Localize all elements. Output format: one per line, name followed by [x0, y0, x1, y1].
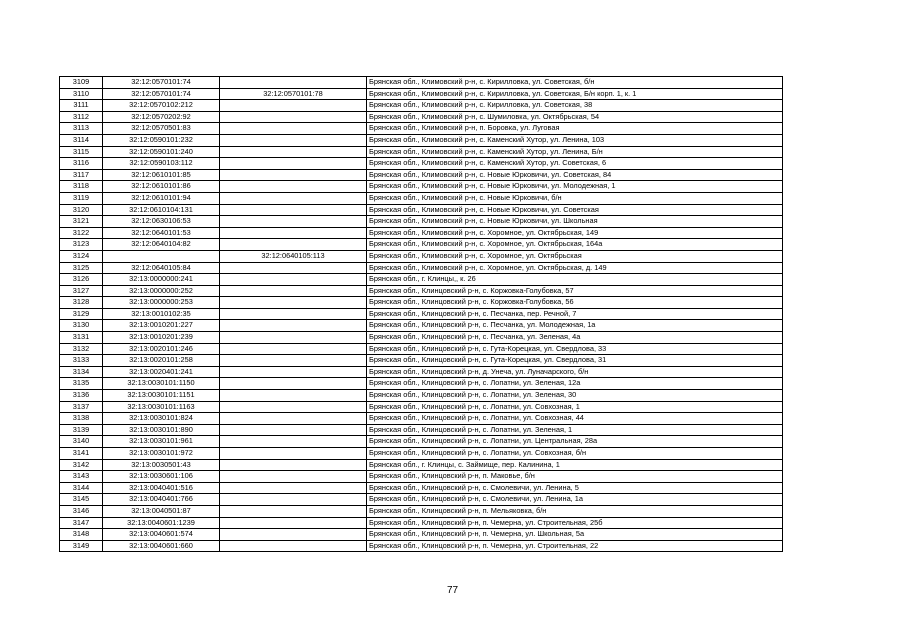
cadastral-number-cell: 32:12:0570501:83 — [103, 123, 220, 135]
register-table — [59, 76, 783, 552]
cadastral-number-cell: 32:12:0610101:85 — [103, 169, 220, 181]
previous-number-cell — [220, 308, 367, 320]
previous-number-cell — [220, 517, 367, 529]
address-cell: Брянская обл., Клинцовский р-н, с. Лопатни, ул. Зеленая, 30 — [367, 390, 783, 402]
cadastral-number-cell: 32:13:0030101:1150 — [103, 378, 220, 390]
cadastral-number-cell: 32:13:0010201:239 — [103, 332, 220, 344]
cadastral-number-cell: 32:13:0030101:824 — [103, 413, 220, 425]
previous-number-cell — [220, 158, 367, 170]
address-cell: Брянская обл., Клинцовский р-н, с. Лопатни, ул. Зеленая, 1 — [367, 424, 783, 436]
address-cell: Брянская обл., Климовский р-н, п. Боровка, ул. Луговая — [367, 123, 783, 135]
previous-number-cell — [220, 436, 367, 448]
address-cell: Брянская обл., Клинцовский р-н, с. Лопатни, ул. Зеленая, 12а — [367, 378, 783, 390]
previous-number-cell — [220, 343, 367, 355]
table-row — [60, 88, 783, 100]
row-number-cell: 3129 — [60, 308, 103, 320]
table-row — [60, 413, 783, 425]
row-number-cell: 3132 — [60, 343, 103, 355]
table-row — [60, 355, 783, 367]
previous-number-cell — [220, 355, 367, 367]
address-cell: Брянская обл., Климовский р-н, с. Хоромное, ул. Октябрьская, д. 149 — [367, 262, 783, 274]
address-cell: Брянская обл., Клинцовский р-н, п. Чемерна, ул. Строительная, 22 — [367, 540, 783, 552]
table-row — [60, 320, 783, 332]
row-number-cell: 3146 — [60, 505, 103, 517]
address-cell: Брянская обл., Клинцовский р-н, д. Унеча, ул. Луначарского, б/н — [367, 366, 783, 378]
address-cell: Брянская обл., Климовский р-н, с. Новые Юрковичи, ул. Молодежная, 1 — [367, 181, 783, 193]
page-number: 77 — [446, 585, 459, 596]
address-cell: Брянская обл., Клинцовский р-н, с. Коржовка-Голубовка, 56 — [367, 297, 783, 309]
cadastral-number-cell: 32:12:0640105:84 — [103, 262, 220, 274]
row-number-cell: 3128 — [60, 297, 103, 309]
row-number-cell: 3138 — [60, 413, 103, 425]
cadastral-number-cell: 32:13:0040601:574 — [103, 529, 220, 541]
address-cell: Брянская обл., Климовский р-н, с. Новые Юрковичи, ул. Советская — [367, 204, 783, 216]
previous-number-cell — [220, 332, 367, 344]
address-cell: Брянская обл., Климовский р-н, с. Новые Юрковичи, ул. Школьная — [367, 216, 783, 228]
cadastral-number-cell: 32:12:0610104:131 — [103, 204, 220, 216]
table-row — [60, 297, 783, 309]
row-number-cell: 3124 — [60, 250, 103, 262]
address-cell: Брянская обл., Климовский р-н, с. Новые Юрковичи, ул. Советская, 84 — [367, 169, 783, 181]
address-cell: Брянская обл., Климовский р-н, с. Каменский Хутор, ул. Ленина, 103 — [367, 134, 783, 146]
cadastral-number-cell: 32:12:0590101:232 — [103, 134, 220, 146]
table-row — [60, 390, 783, 402]
previous-number-cell — [220, 424, 367, 436]
cadastral-number-cell: 32:13:0030101:972 — [103, 448, 220, 460]
table-row — [60, 378, 783, 390]
address-cell: Брянская обл., Клинцовский р-н, с. Смолевичи, ул. Ленина, 1а — [367, 494, 783, 506]
cadastral-number-cell: 32:12:0610101:86 — [103, 181, 220, 193]
table-row — [60, 100, 783, 112]
row-number-cell: 3136 — [60, 390, 103, 402]
row-number-cell: 3139 — [60, 424, 103, 436]
row-number-cell: 3144 — [60, 482, 103, 494]
row-number-cell: 3118 — [60, 181, 103, 193]
address-cell: Брянская обл., Клинцовский р-н, п. Мельяковка, б/н — [367, 505, 783, 517]
cadastral-number-cell: 32:13:0000000:253 — [103, 297, 220, 309]
address-cell: Брянская обл., Клинцовский р-н, с. Смолевичи, ул. Ленина, 5 — [367, 482, 783, 494]
address-cell: Брянская обл., Климовский р-н, с. Хоромное, ул. Октябрьская, 149 — [367, 227, 783, 239]
address-cell: Брянская обл., Клинцовский р-н, п. Чемерна, ул. Строительная, 25б — [367, 517, 783, 529]
cadastral-number-cell: 32:12:0570102:212 — [103, 100, 220, 112]
previous-number-cell — [220, 482, 367, 494]
previous-number-cell — [220, 123, 367, 135]
table-row — [60, 192, 783, 204]
table-row — [60, 204, 783, 216]
address-cell: Брянская обл., Климовский р-н, с. Хоромное, ул. Октябрьская, 164а — [367, 239, 783, 251]
row-number-cell: 3122 — [60, 227, 103, 239]
row-number-cell: 3115 — [60, 146, 103, 158]
cadastral-number-cell: 32:13:0040501:87 — [103, 505, 220, 517]
address-cell: Брянская обл., Клинцовский р-н, с. Гута-Корецкая, ул. Свердлова, 33 — [367, 343, 783, 355]
address-cell: Брянская обл., Климовский р-н, с. Кирилловка, ул. Советская, 38 — [367, 100, 783, 112]
row-number-cell: 3133 — [60, 355, 103, 367]
previous-number-cell — [220, 285, 367, 297]
row-number-cell: 3141 — [60, 448, 103, 460]
row-number-cell: 3114 — [60, 134, 103, 146]
address-cell: Брянская обл., г. Клинцы, с. Займище, пер. Калинина, 1 — [367, 459, 783, 471]
address-cell: Брянская обл., Клинцовский р-н, п. Маковье, б/н — [367, 471, 783, 483]
address-cell: Брянская обл., Клинцовский р-н, с. Коржовка-Голубовка, 57 — [367, 285, 783, 297]
previous-number-cell — [220, 181, 367, 193]
previous-number-cell — [220, 227, 367, 239]
table-row — [60, 529, 783, 541]
address-cell: Брянская обл., Клинцовский р-н, п. Чемерна, ул. Школьная, 5а — [367, 529, 783, 541]
table-row — [60, 250, 783, 262]
table-row — [60, 158, 783, 170]
address-cell: Брянская обл., Климовский р-н, с. Каменский Хутор, ул. Советская, 6 — [367, 158, 783, 170]
cadastral-number-cell: 32:12:0640104:82 — [103, 239, 220, 251]
cadastral-number-cell: 32:13:0040601:1239 — [103, 517, 220, 529]
previous-number-cell — [220, 448, 367, 460]
cadastral-number-cell: 32:13:0030601:106 — [103, 471, 220, 483]
cadastral-number-cell: 32:13:0020401:241 — [103, 366, 220, 378]
previous-number-cell — [220, 413, 367, 425]
table-row — [60, 123, 783, 135]
previous-number-cell — [220, 297, 367, 309]
cadastral-number-cell: 32:13:0030101:961 — [103, 436, 220, 448]
address-cell: Брянская обл., Климовский р-н, с. Кирилловка, ул. Советская, Б/н корп. 1, к. 1 — [367, 88, 783, 100]
table-row — [60, 216, 783, 228]
table-row — [60, 111, 783, 123]
address-cell: Брянская обл., Клинцовский р-н, с. Лопатни, ул. Центральная, 28а — [367, 436, 783, 448]
row-number-cell: 3130 — [60, 320, 103, 332]
address-cell: Брянская обл., Клинцовский р-н, с. Лопатни, ул. Совхозная, 1 — [367, 401, 783, 413]
previous-number-cell — [220, 390, 367, 402]
cadastral-number-cell: 32:13:0030101:1151 — [103, 390, 220, 402]
previous-number-cell — [220, 192, 367, 204]
table-row — [60, 424, 783, 436]
previous-number-cell: 32:12:0640105:113 — [220, 250, 367, 262]
address-cell: Брянская обл., Клинцовский р-н, с. Лопатни, ул. Совхозная, 44 — [367, 413, 783, 425]
table-row — [60, 181, 783, 193]
table-row — [60, 366, 783, 378]
previous-number-cell — [220, 146, 367, 158]
table-row — [60, 227, 783, 239]
table-row — [60, 436, 783, 448]
cadastral-number-cell: 32:12:0570101:74 — [103, 88, 220, 100]
address-cell: Брянская обл., Климовский р-н, с. Шумиловка, ул. Октябрьская, 54 — [367, 111, 783, 123]
row-number-cell: 3117 — [60, 169, 103, 181]
table-row — [60, 343, 783, 355]
row-number-cell: 3116 — [60, 158, 103, 170]
row-number-cell: 3119 — [60, 192, 103, 204]
previous-number-cell — [220, 274, 367, 286]
previous-number-cell — [220, 505, 367, 517]
table-row — [60, 274, 783, 286]
table-row — [60, 77, 783, 89]
table-row — [60, 517, 783, 529]
previous-number-cell — [220, 378, 367, 390]
cadastral-number-cell: 32:13:0030101:890 — [103, 424, 220, 436]
table-row — [60, 459, 783, 471]
cadastral-number-cell: 32:13:0040601:660 — [103, 540, 220, 552]
cadastral-number-cell: 32:12:0570202:92 — [103, 111, 220, 123]
row-number-cell: 3109 — [60, 77, 103, 89]
register-table-body — [60, 77, 783, 552]
previous-number-cell: 32:12:0570101:78 — [220, 88, 367, 100]
row-number-cell: 3137 — [60, 401, 103, 413]
table-row — [60, 134, 783, 146]
address-cell: Брянская обл., Клинцовский р-н, с. Гута-Корецкая, ул. Свердлова, 31 — [367, 355, 783, 367]
table-row — [60, 332, 783, 344]
table-row — [60, 308, 783, 320]
row-number-cell: 3147 — [60, 517, 103, 529]
previous-number-cell — [220, 540, 367, 552]
row-number-cell: 3112 — [60, 111, 103, 123]
row-number-cell: 3143 — [60, 471, 103, 483]
row-number-cell: 3140 — [60, 436, 103, 448]
cadastral-number-cell — [103, 250, 220, 262]
table-row — [60, 262, 783, 274]
table-row — [60, 401, 783, 413]
table-row — [60, 146, 783, 158]
table-row — [60, 285, 783, 297]
previous-number-cell — [220, 401, 367, 413]
cadastral-number-cell: 32:12:0610101:94 — [103, 192, 220, 204]
cadastral-number-cell: 32:13:0010102:35 — [103, 308, 220, 320]
cadastral-number-cell: 32:12:0570101:74 — [103, 77, 220, 89]
table-row — [60, 471, 783, 483]
cadastral-number-cell: 32:13:0040401:516 — [103, 482, 220, 494]
previous-number-cell — [220, 494, 367, 506]
row-number-cell: 3126 — [60, 274, 103, 286]
row-number-cell: 3120 — [60, 204, 103, 216]
table-row — [60, 448, 783, 460]
address-cell: Брянская обл., Клинцовский р-н, с. Песчанка, ул. Молодежная, 1а — [367, 320, 783, 332]
previous-number-cell — [220, 320, 367, 332]
address-cell: Брянская обл., Климовский р-н, с. Кирилловка, ул. Советская, б/н — [367, 77, 783, 89]
table-row — [60, 169, 783, 181]
previous-number-cell — [220, 459, 367, 471]
previous-number-cell — [220, 239, 367, 251]
row-number-cell: 3123 — [60, 239, 103, 251]
row-number-cell: 3149 — [60, 540, 103, 552]
row-number-cell: 3125 — [60, 262, 103, 274]
row-number-cell: 3127 — [60, 285, 103, 297]
previous-number-cell — [220, 77, 367, 89]
previous-number-cell — [220, 100, 367, 112]
row-number-cell: 3134 — [60, 366, 103, 378]
previous-number-cell — [220, 169, 367, 181]
row-number-cell: 3135 — [60, 378, 103, 390]
row-number-cell: 3148 — [60, 529, 103, 541]
address-cell: Брянская обл., Климовский р-н, с. Хоромное, ул. Октябрьская — [367, 250, 783, 262]
address-cell: Брянская обл., Климовский р-н, с. Каменский Хутор, ул. Ленина, Б/н — [367, 146, 783, 158]
table-row — [60, 494, 783, 506]
table-row — [60, 239, 783, 251]
previous-number-cell — [220, 111, 367, 123]
cadastral-number-cell: 32:13:0000000:241 — [103, 274, 220, 286]
row-number-cell: 3142 — [60, 459, 103, 471]
cadastral-number-cell: 32:13:0000000:252 — [103, 285, 220, 297]
previous-number-cell — [220, 471, 367, 483]
cadastral-number-cell: 32:12:0640101:53 — [103, 227, 220, 239]
previous-number-cell — [220, 216, 367, 228]
row-number-cell: 3121 — [60, 216, 103, 228]
previous-number-cell — [220, 204, 367, 216]
previous-number-cell — [220, 366, 367, 378]
cadastral-number-cell: 32:13:0020101:258 — [103, 355, 220, 367]
address-cell: Брянская обл., Клинцовский р-н, с. Песчанка, пер. Речной, 7 — [367, 308, 783, 320]
table-row — [60, 505, 783, 517]
table-row — [60, 482, 783, 494]
address-cell: Брянская обл., Клинцовский р-н, с. Лопатни, ул. Совхозная, б/н — [367, 448, 783, 460]
address-cell: Брянская обл., г. Клинцы,, к. 26 — [367, 274, 783, 286]
address-cell: Брянская обл., Климовский р-н, с. Новые Юрковичи, б/н — [367, 192, 783, 204]
cadastral-number-cell: 32:12:0630106:53 — [103, 216, 220, 228]
cadastral-number-cell: 32:13:0010201:227 — [103, 320, 220, 332]
cadastral-number-cell: 32:13:0020101:246 — [103, 343, 220, 355]
table-row — [60, 540, 783, 552]
cadastral-number-cell: 32:13:0030101:1163 — [103, 401, 220, 413]
previous-number-cell — [220, 134, 367, 146]
address-cell: Брянская обл., Клинцовский р-н, с. Песчанка, ул. Зеленая, 4а — [367, 332, 783, 344]
row-number-cell: 3145 — [60, 494, 103, 506]
row-number-cell: 3110 — [60, 88, 103, 100]
cadastral-number-cell: 32:12:0590101:240 — [103, 146, 220, 158]
previous-number-cell — [220, 262, 367, 274]
cadastral-number-cell: 32:12:0590103:112 — [103, 158, 220, 170]
cadastral-number-cell: 32:13:0030501:43 — [103, 459, 220, 471]
previous-number-cell — [220, 529, 367, 541]
row-number-cell: 3111 — [60, 100, 103, 112]
row-number-cell: 3131 — [60, 332, 103, 344]
row-number-cell: 3113 — [60, 123, 103, 135]
cadastral-number-cell: 32:13:0040401:766 — [103, 494, 220, 506]
